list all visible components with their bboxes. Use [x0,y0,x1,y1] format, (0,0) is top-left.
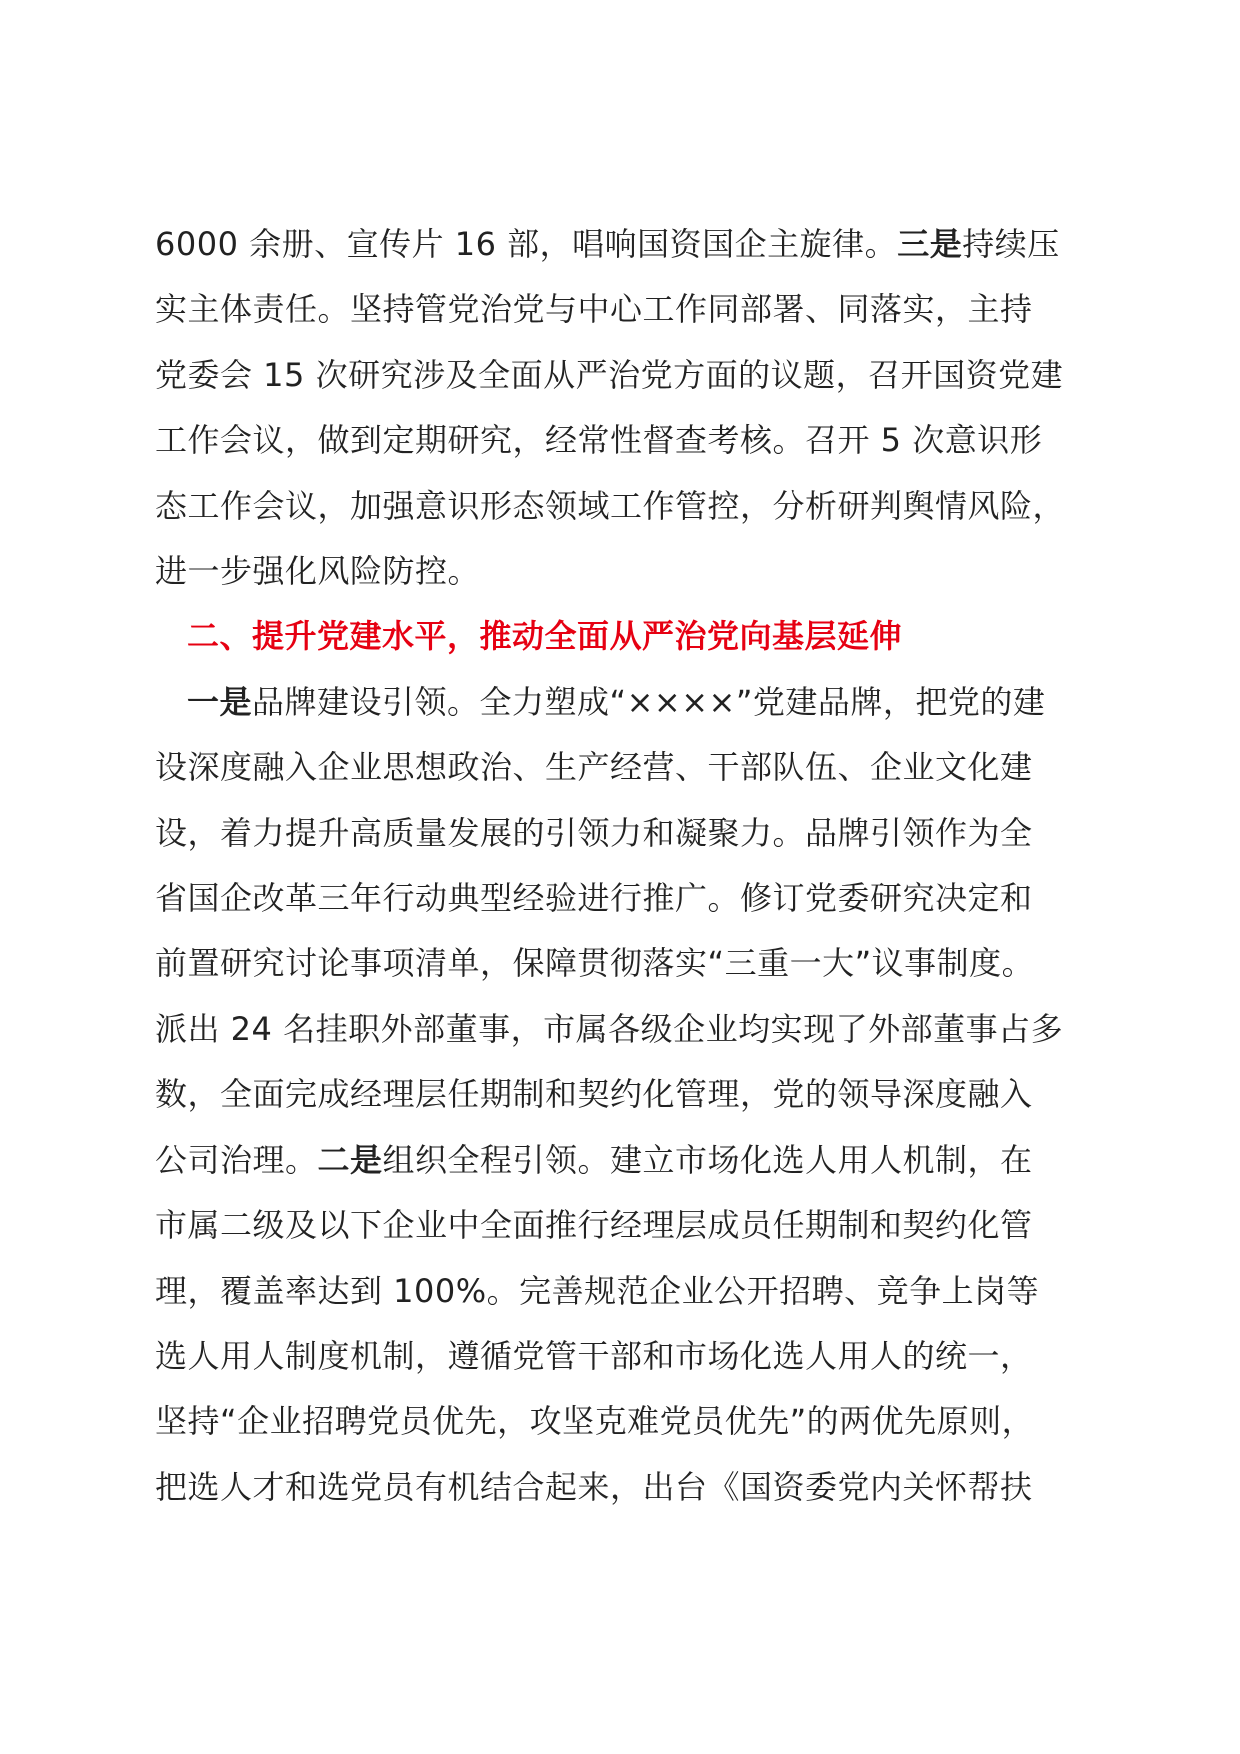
text-line [155,212,1095,277]
paragraph-body [155,670,1095,1520]
text-line: 设深度融入企业思想政治、生产经营、干部队伍、企业文化建 [155,748,1033,787]
text-line: 选人用人制度机制，遵循党管干部和市场化选人用人的统一， [155,1336,1033,1375]
text-line: 市属二级及以下企业中全面推行经理层成员任期制和契约化管 [155,1206,1033,1245]
section-heading: 二、提升党建水平，推动全面从严治党向基层延伸 [187,617,903,656]
text-line: 省国企改革三年行动典型经验进行推广。修订党委研究决定和 [155,879,1033,918]
text-line: 设，着力提升高质量发展的引领力和凝聚力。品牌引领作为全 [155,813,1033,852]
text-run: 持续压 [962,225,1060,263]
paragraph-continuation [155,212,1095,604]
bold-lead-phrase: 二是 [317,1140,383,1179]
text-line: 把选人才和选党员有机结合起来，出台《国资委党内关怀帮扶 [155,1467,1033,1506]
text-line: 进一步强化风险防控。 [155,552,481,591]
text-run: 6000 余册、宣传片 16 部，唱响国资国企主旋律。 [155,225,898,263]
text-line: 数，全面完成经理层任期制和契约化管理，党的领导深度融入 [155,1075,1033,1114]
text-line: 党委会 15 次研究涉及全面从严治党方面的议题，召开国资党建 [155,355,1064,394]
text-line: 态工作会议，加强意识形态领域工作管控，分析研判舆情风险， [155,486,1066,525]
text-line [155,670,1095,735]
bold-lead-phrase: 一是 [187,682,253,721]
text-line: 实主体责任。坚持管党治党与中心工作同部署、同落实，主持 [155,290,1033,329]
document-page [155,212,1095,1520]
text-line: 工作会议，做到定期研究，经常性督查考核。召开 5 次意识形 [155,421,1043,460]
text-line: 坚持“企业招聘党员优先，攻坚克难党员优先”的两优先原则， [155,1402,1035,1441]
bold-lead-phrase: 三是 [897,225,963,263]
text-run: 品牌建设引领。全力塑成“××××”党建品牌，把党的建 [252,682,1046,721]
text-line [155,1128,1095,1193]
text-line: 理，覆盖率达到 100%。完善规范企业公开招聘、竞争上岗等 [155,1271,1040,1310]
text-line: 前置研究讨论事项清单，保障贯彻落实“三重一大”议事制度。 [155,944,1035,983]
text-line: 派出 24 名挂职外部董事，市属各级企业均实现了外部董事占多 [155,1009,1064,1048]
text-run: 组织全程引领。建立市场化选人用人机制，在 [382,1140,1033,1179]
text-run: 公司治理。 [155,1140,318,1179]
